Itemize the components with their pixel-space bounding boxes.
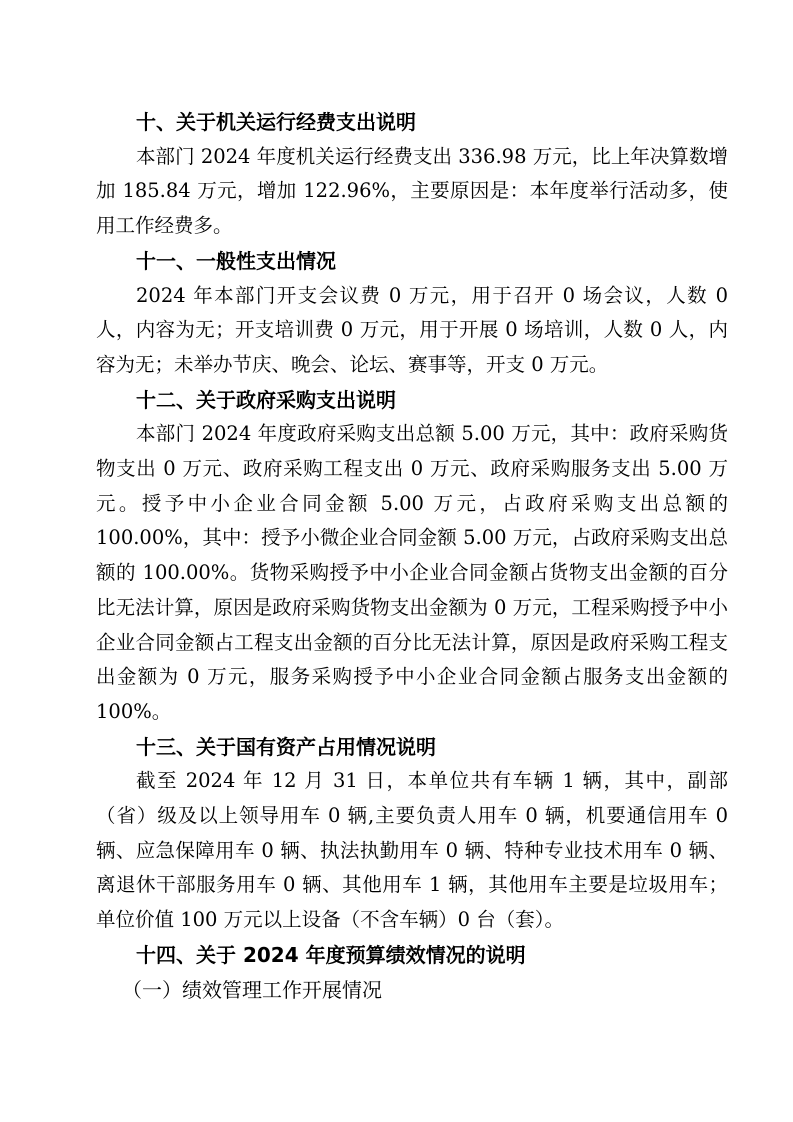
section-13-paragraph: 截至 2024 年 12 月 31 日，本单位共有车辆 1 辆，其中，副部（省）级及以上领导用车 0 辆,主要负责人用车 0 辆，机要通信用车 0 辆、应急保障用车 0 辆、执法执勤用车 0 辆、特种专业技术用车 0 辆、离退休干部服务用车 0 辆、其他用车 1 辆，其他用车主要是垃圾用车；单位价值 100 万元以上设备（不含车辆）0 台（套）。 xyxy=(96,769,728,932)
section-10-paragraph: 本部门 2024 年度机关运行经费支出 336.98 万元，比上年决算数增加 185.84 万元，增加 122.96%，主要原因是：本年度举行活动多，使用工作经费多。 xyxy=(96,144,728,238)
section-12-heading: 十二、关于政府采购支出说明 xyxy=(136,387,396,412)
section-14-subsection-1-heading: （一）绩效管理工作开展情况 xyxy=(122,977,382,1002)
section-11-paragraph: 2024 年本部门开支会议费 0 万元，用于召开 0 场会议，人数 0 人，内容为无；开支培训费 0 万元，用于开展 0 场培训，人数 0 人，内容为无；未举办节庆、晚会、论坛、赛事等，开支 0 万元。 xyxy=(96,283,728,376)
section-10-heading: 十、关于机关运行经费支出说明 xyxy=(136,110,416,134)
section-14-heading: 十四、关于 2024 年度预算绩效情况的说明 xyxy=(136,942,526,967)
section-12-paragraph: 本部门 2024 年度政府采购支出总额 5.00 万元，其中：政府采购货物支出 0 万元、政府采购工程支出 0 万元、政府采购服务支出 5.00 万元。授予中小企业合同金额 5.00 万元，占政府采购支出总额的 100.00%，其中：授予小微企业合同金额 5.00 万元，占政府采购支出总额的 100.00%。货物采购授予中小企业合同金额占货物支出金额的百分比无法计算，原因是政府采购货物支出金额为 0 万元，工程采购授予中小企业合同金额占工程支出金额的百分比无法计算，原因是政府采购工程支出金额为 0 万元，服务采购授予中小企业合同金额占服务支出金额的 100%。 xyxy=(96,422,728,723)
section-11-heading: 十一、一般性支出情况 xyxy=(136,248,336,273)
section-13-heading: 十三、关于国有资产占用情况说明 xyxy=(136,734,436,759)
